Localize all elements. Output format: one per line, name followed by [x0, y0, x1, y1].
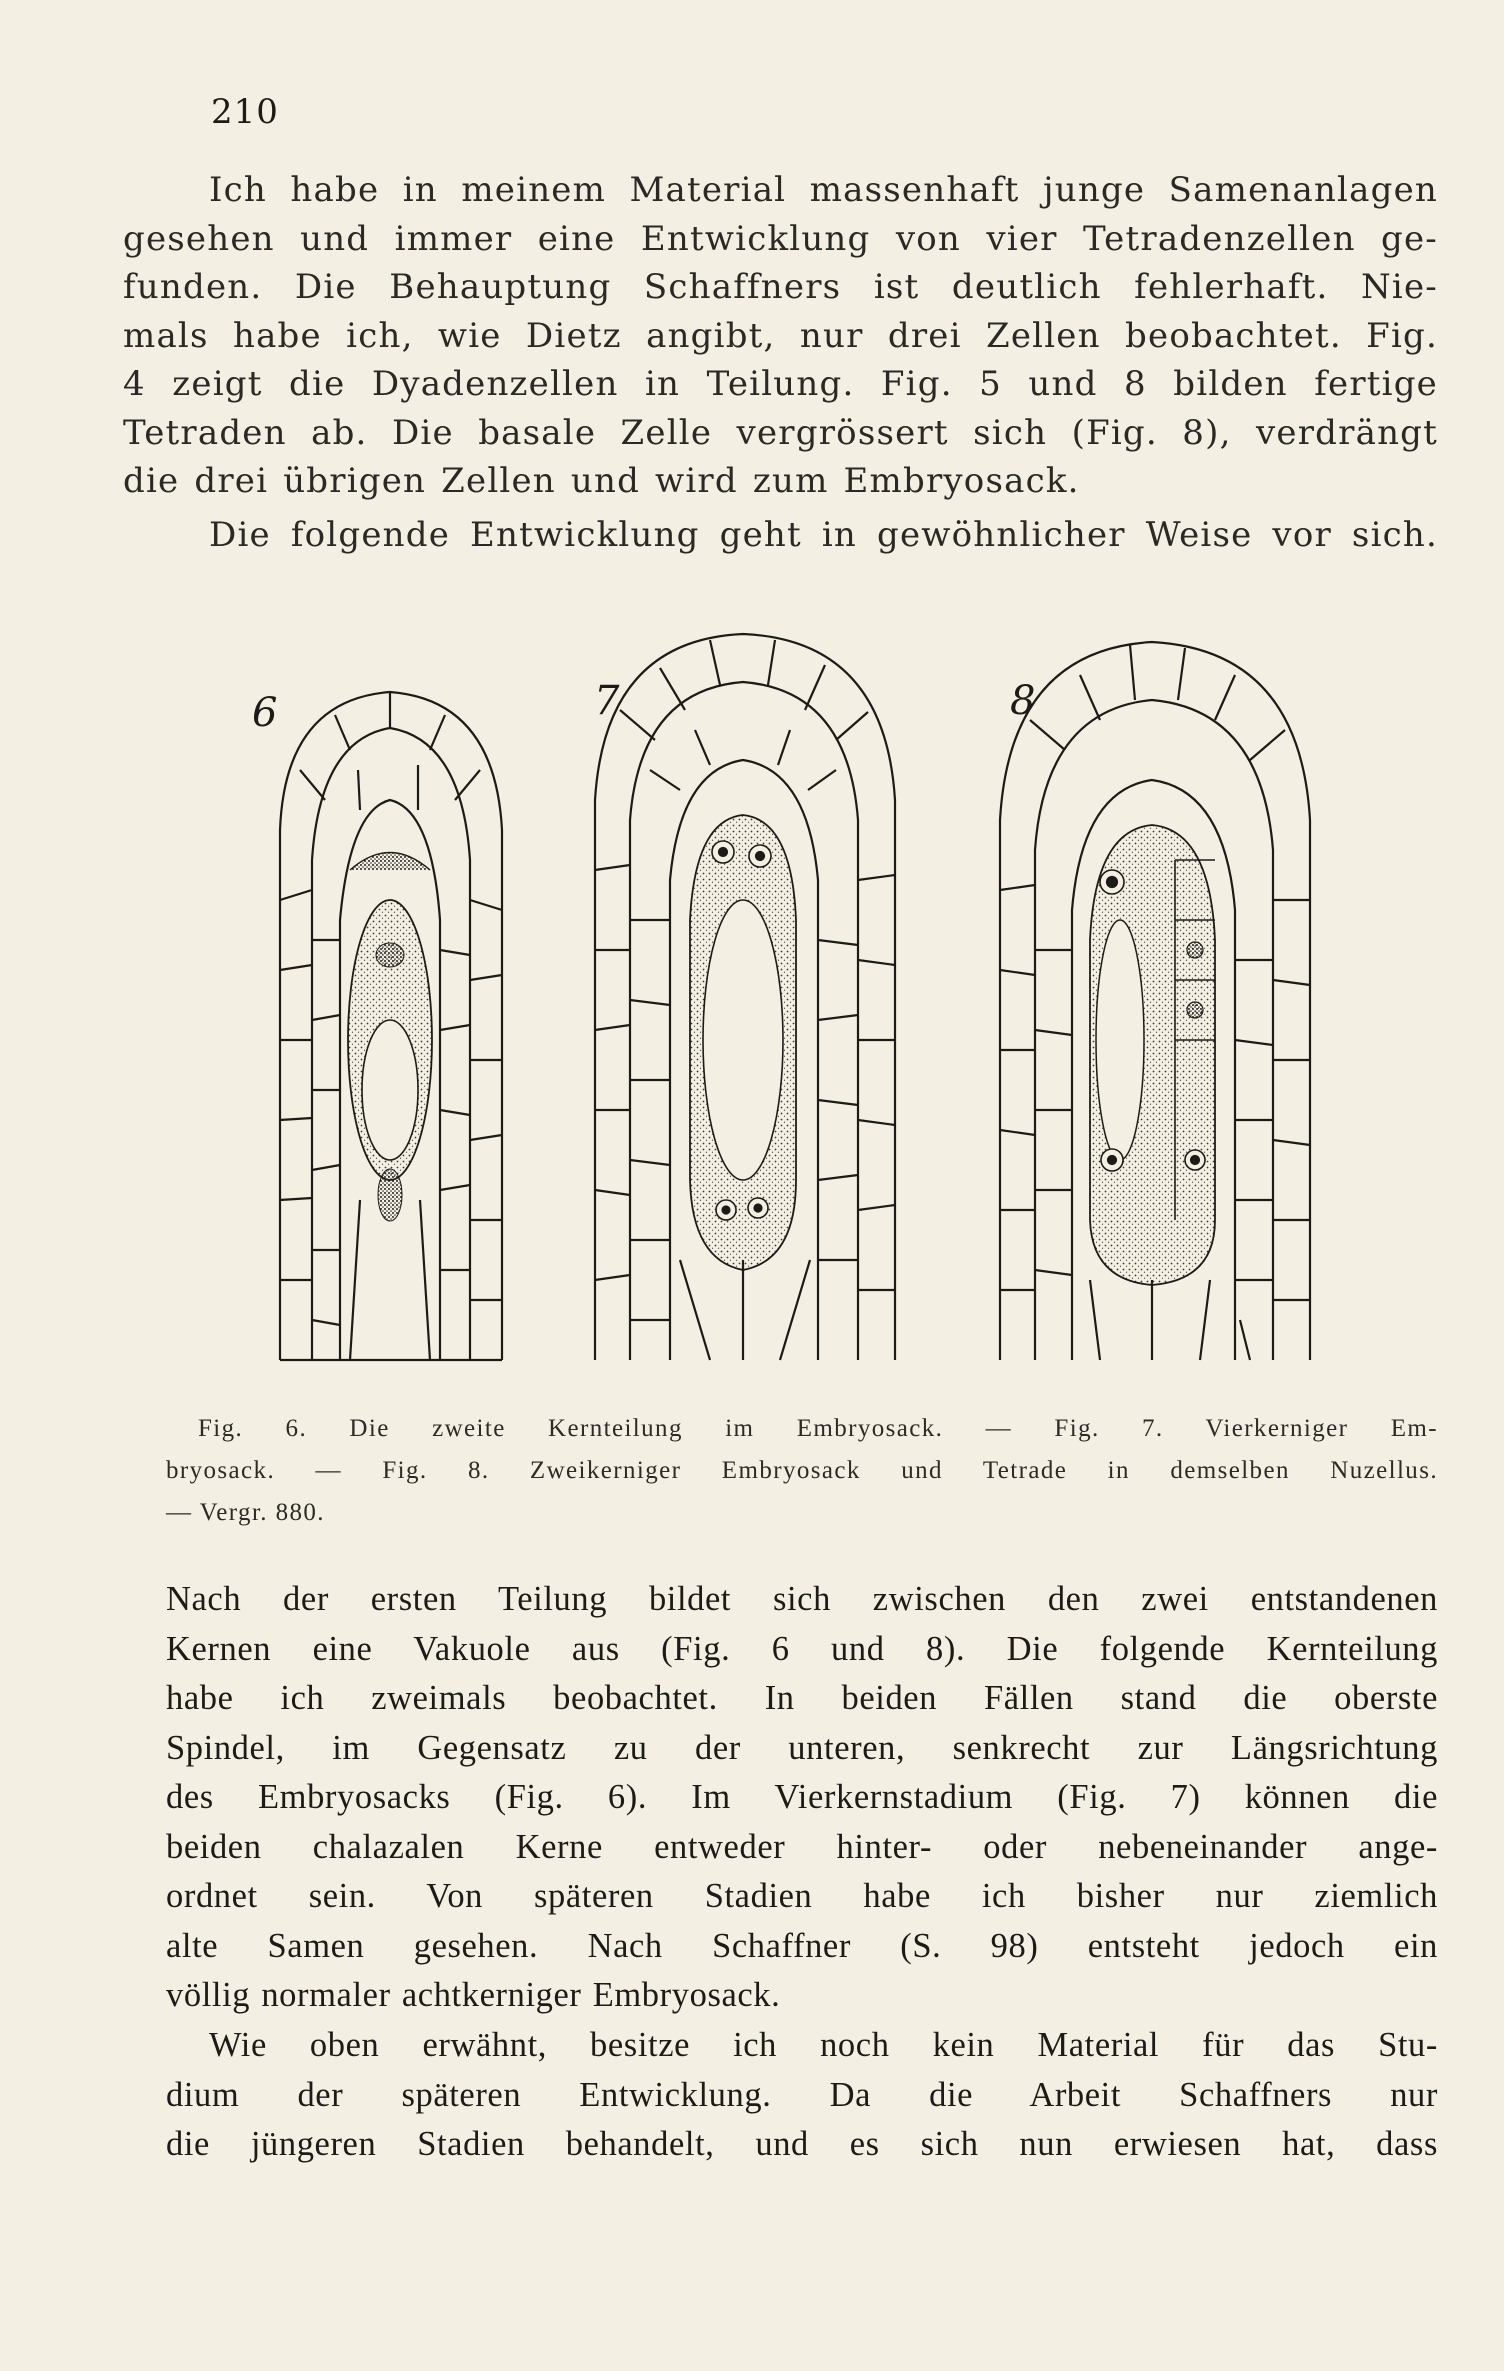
caption-line: — Vergr. 880.: [166, 1499, 325, 1526]
text-line: Nach der ersten Teilung bildet sich zwischen den zwei entstandenen: [166, 1580, 1438, 1618]
text-line: beiden chalazalen Kerne entweder hinter- oder nebeneinander ange-: [166, 1827, 1438, 1866]
intro-paragraph-2: Die folgende Entwicklung geht in gewöhnlicher Weise vor sich.: [209, 515, 1438, 555]
text-line: die drei übrigen Zellen und wird zum Embryosack.: [123, 461, 1080, 501]
text-line: Ich habe in meinem Material massenhaft junge Samenanlagen: [209, 170, 1438, 210]
text-line: Kernen eine Vakuole aus (Fig. 6 und 8). Die folgende Kernteilung: [166, 1629, 1438, 1668]
text-line: mals habe ich, wie Dietz angibt, nur drei Zellen beobachtet. Fig.: [123, 315, 1438, 356]
figure-drawings: [240, 620, 1440, 1400]
text-line: alte Samen gesehen. Nach Schaffner (S. 98) entsteht jedoch ein: [166, 1926, 1438, 1965]
text-line: 4 zeigt die Dyadenzellen in Teilung. Fig. 5 und 8 bilden fertige: [123, 364, 1438, 404]
page-number: 210: [211, 92, 279, 132]
figure-plate: [240, 620, 1440, 1400]
text-line: Wie oben erwähnt, besitze ich noch kein Material für das Stu-: [209, 2026, 1438, 2064]
body-paragraph: [166, 1575, 1438, 2021]
caption-line: Fig. 6. Die zweite Kernteilung im Embryosack. — Fig. 7. Vierkerniger Em-: [198, 1415, 1438, 1442]
figure-6-drawing: [280, 692, 502, 1360]
text-line: ordnet sein. Von späteren Stadien habe ich bisher nur ziemlich: [166, 1877, 1438, 1915]
text-line: gesehen und immer eine Entwicklung von vier Tetradenzellen ge-: [123, 218, 1438, 259]
text-line: des Embryosacks (Fig. 6). Im Vierkernstadium (Fig. 7) können die: [166, 1778, 1438, 1816]
text-line: die jüngeren Stadien behandelt, und es sich nun erwiesen hat, dass: [166, 2125, 1438, 2163]
text-line: dium der späteren Entwicklung. Da die Arbeit Schaffners nur: [166, 2075, 1438, 2114]
figure-label-6: 6: [252, 690, 278, 736]
figure-7-drawing: [595, 634, 895, 1360]
text-line: funden. Die Behauptung Schaffners ist deutlich fehlerhaft. Nie-: [123, 267, 1438, 307]
figure-label-8: 8: [1010, 678, 1036, 724]
body-paragraph-2: [166, 2021, 1438, 2170]
figure-8-drawing: [1000, 642, 1310, 1360]
text-line: Tetraden ab. Die basale Zelle vergrössert sich (Fig. 8), verdrängt: [123, 412, 1438, 453]
figure-label-7: 7: [594, 678, 620, 724]
figure-caption: [166, 1408, 1438, 1534]
text-line: Spindel, im Gegensatz zu der unteren, senkrecht zur Längsrichtung: [166, 1728, 1438, 1767]
text-line: habe ich zweimals beobachtet. In beiden Fällen stand die oberste: [166, 1679, 1438, 1717]
text-line: völlig normaler achtkerniger Embryosack.: [166, 1976, 781, 2014]
caption-line: bryosack. — Fig. 8. Zweikerniger Embryosack und Tetrade in demselben Nuzellus.: [166, 1457, 1438, 1484]
intro-paragraph: [123, 166, 1438, 506]
